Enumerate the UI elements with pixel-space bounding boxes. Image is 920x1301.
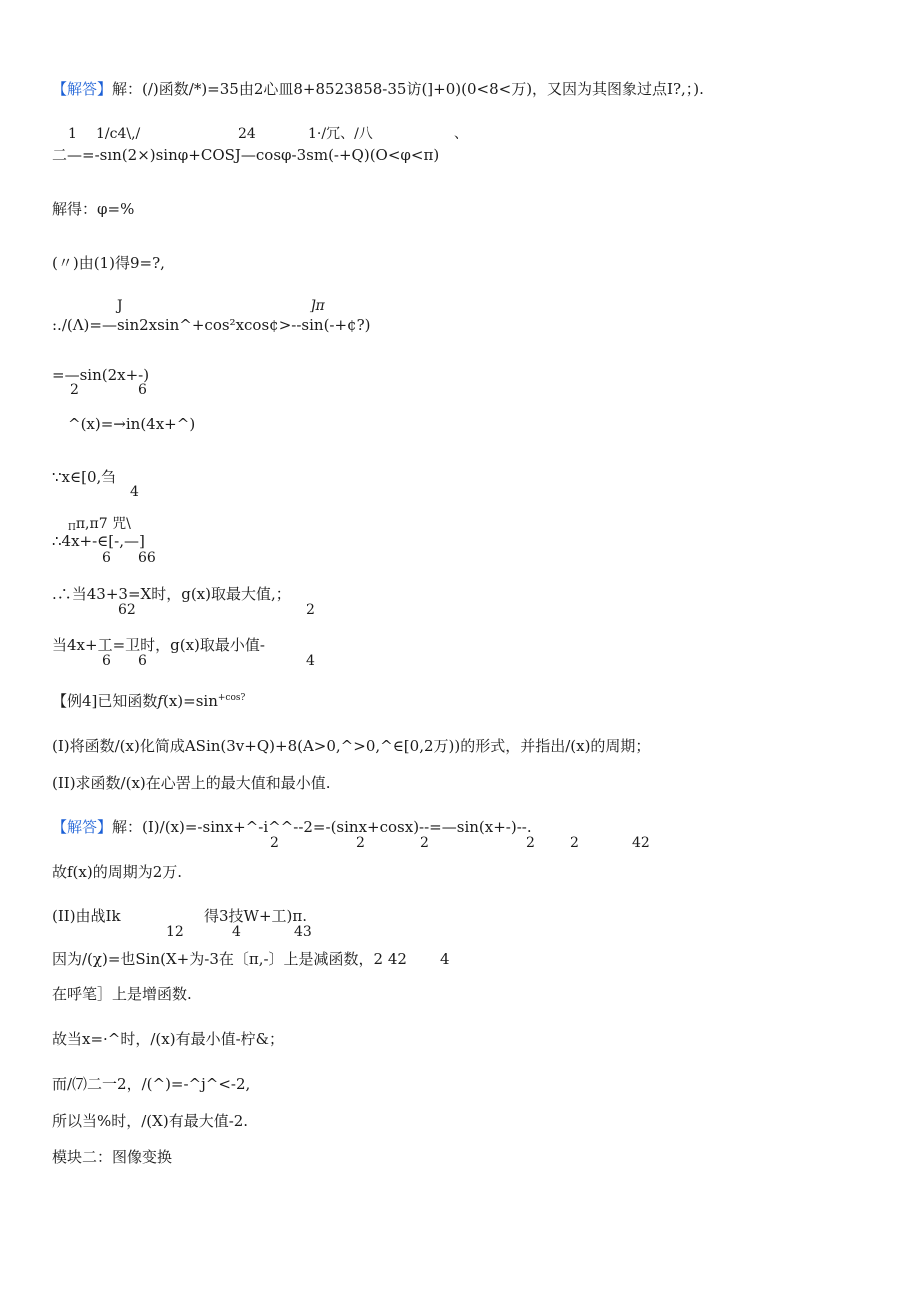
max-result-line: 所以当%时，/(X)有最大值-2. [52,1112,249,1130]
example-4-prefix: 【例4]已知函数 [52,692,158,710]
sol-denominator-e: 2 [570,835,579,851]
denominator-3b: 6 [138,382,147,398]
solution-line-2 [52,818,532,836]
sol-denominator-d: 2 [526,835,535,851]
range-line-b: 得3技W+工)π. [204,907,308,925]
numerator-row-2b: ]π [310,298,325,314]
solution-text-1: 解：(/)函数/*)=35由2心皿8+8523858-35访(]+0)(0<8<万)，又因为其图象过点I?,；). [112,80,704,98]
sol-denominator-c: 2 [420,835,429,851]
example-4-f: f [157,692,163,710]
max-value-line: .∴当43+3=X时，g(x)取最大值,； [52,585,291,603]
interval-denominator-b: 66 [138,550,156,566]
result-line-1: 解得：φ=% [52,200,135,218]
module-heading: 模块二：图像变换 [52,1148,173,1166]
fraction-row-1c: 24 [238,126,256,142]
example-4-func: (x)=sin [162,692,218,710]
equation-line-2: :./(Λ)=—sin2xsin^+cos²xcos¢>--sin(-+¢?) [52,316,371,334]
range-denominator-c: 43 [294,924,312,940]
period-line: 故f(x)的周期为2万. [52,863,183,881]
denominator-3a: 2 [70,382,79,398]
interval-line: ∴4x+-∈[-,—] [52,532,145,550]
range-line-a: (II)由战Ik [52,907,121,925]
range-denominator-b: 4 [232,924,241,940]
example-4-sup: +cos? [217,693,246,703]
min-result-line: 故当x=·^时，/(x)有最小值-柠&； [52,1030,285,1048]
interval-numerators [68,515,131,533]
decreasing-line: 因为/(χ)=也Sin(X+为-3在〔π,-〕上是减函数，2 42 [52,950,407,968]
question-1: (I)将函数/(x)化简成ASin(3v+Q)+8(A>0,^>0,^∈[0,2万))的形式，并指出/(x)的周期； [52,737,651,755]
max-denominator-b: 2 [306,602,315,618]
equation-line-1: 二—=-sın(2×)sinφ+COSJ—cosφ-3sm(-+Q)(O<φ<π) [52,146,440,164]
sol-denominator-f: 42 [632,835,650,851]
sol-denominator-a: 2 [270,835,279,851]
increasing-line: 在呼笔］上是增函数. [52,985,192,1003]
solution-text-2: 解：(I)/(x)=-sinx+^-i^^--2=-(sinx+cosx)--=—sin(x+-)--. [112,818,532,836]
interval-denominator-a: 6 [102,550,111,566]
equation-line-4: ^(x)=→in(4x+^) [68,415,196,433]
decreasing-line-tail: 4 [440,950,450,968]
fraction-row-1e: 、 [454,126,468,142]
numerator-row-2a: J [117,298,123,314]
answer-tag-2: 【解答】 [52,818,113,836]
max-denominator-a: 62 [118,602,136,618]
equation-line-3: =—sin(2x+-) [52,366,150,384]
min-denominator-c: 4 [306,653,315,669]
domain-denominator: 4 [130,484,139,500]
fraction-row-1b: 1/c4\,/ [96,126,141,142]
sol-denominator-b: 2 [356,835,365,851]
part2-line: (〃)由(1)得9=?, [52,254,165,272]
compare-line: 而/⑺二一2，/(^)=-^j^<-2, [52,1075,251,1093]
range-denominator-a: 12 [166,924,184,940]
min-value-line: 当4x+工=卫时，g(x)取最小值- [52,636,265,654]
fraction-row-1d: 1·/冗、/八 [308,126,373,142]
domain-line: ∵x∈[0,刍 [52,468,117,486]
question-2: (II)求函数/(x)在心罟上的最大值和最小值. [52,774,331,792]
example-4-title [52,692,245,710]
min-denominator-a: 6 [102,653,111,669]
min-denominator-b: 6 [138,653,147,669]
fraction-row-1: 1 [68,126,77,142]
answer-tag: 【解答】 [52,80,113,98]
interval-prefix: Π [68,523,76,533]
interval-top: π,π7 咒\ [75,516,131,532]
solution-line-1 [52,80,704,98]
